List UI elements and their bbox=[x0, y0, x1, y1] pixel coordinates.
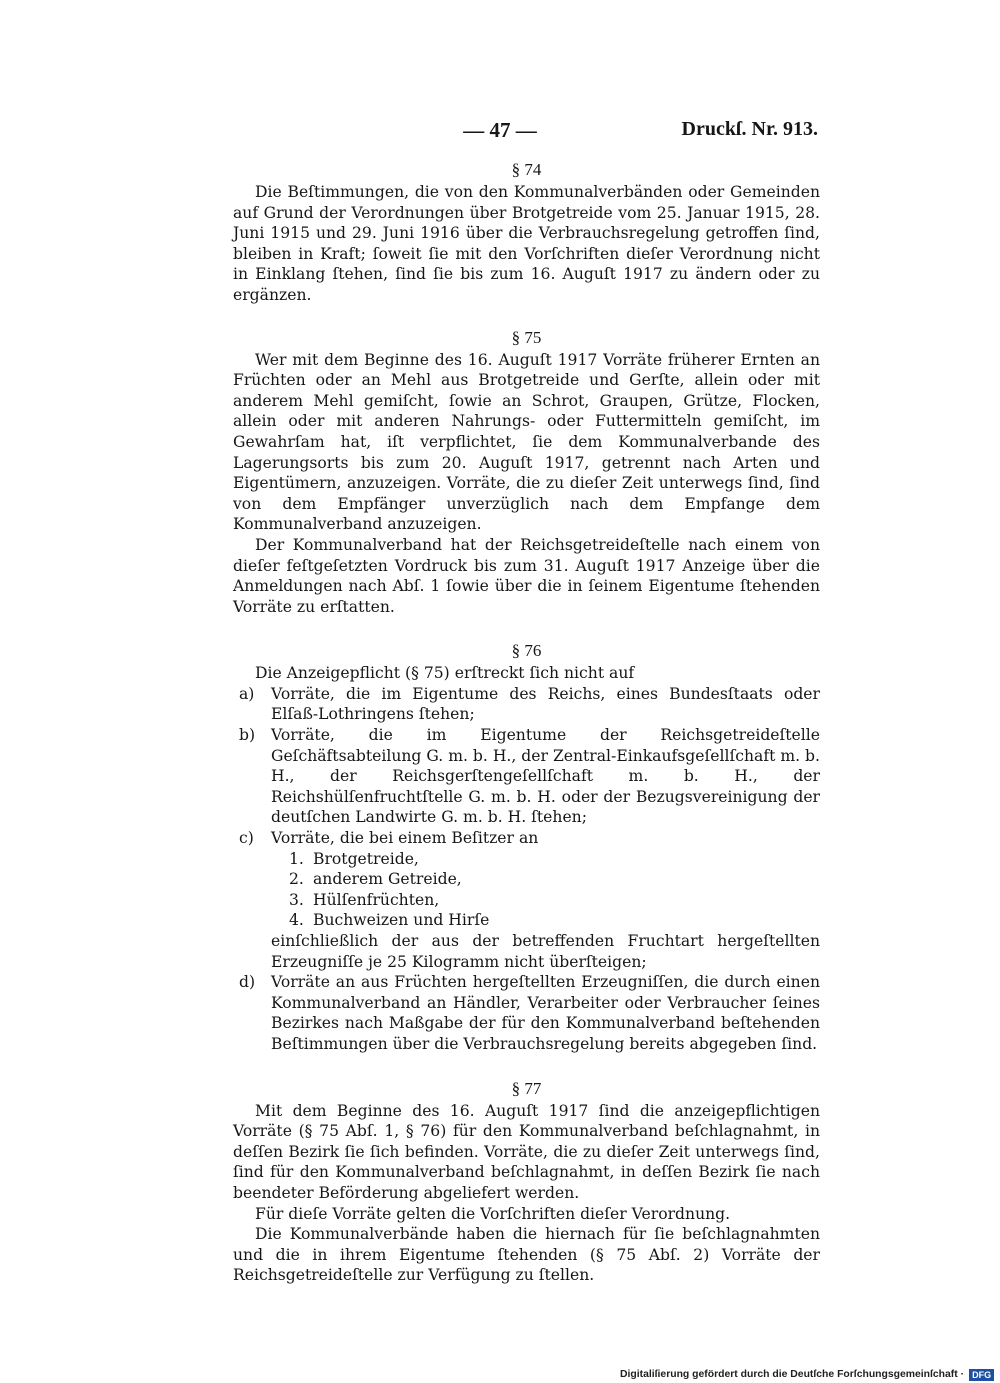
print-number: Druckſ. Nr. 913. bbox=[681, 118, 818, 140]
sub-item bbox=[289, 890, 820, 911]
paragraph: Die Kommunalverbände haben die hiernach für ſie beſchlagnahmten und die in ihrem Eigentume ſtehenden (§ 75 Abſ. 2) Vorräte der Reichsgetreideſtelle zur Verfügung zu ſtellen. bbox=[233, 1225, 820, 1285]
list-item bbox=[239, 972, 820, 1054]
page-header bbox=[0, 118, 1000, 144]
section-75 bbox=[233, 326, 820, 618]
sub-item-text: Brotgetreide, bbox=[313, 849, 419, 868]
paragraph: Der Kommunalverband hat der Reichsgetreideſtelle nach einem von dieſer feſtgeſetzten Vordruck bis zum 31. Auguſt 1917 Anzeige über die Anmeldungen nach Abſ. 1 ſowie über die in ſeinem Eigentume ſtehenden Vorräte zu erſtatten. bbox=[233, 535, 820, 616]
section-heading: § 76 bbox=[511, 641, 542, 661]
section-74 bbox=[233, 158, 820, 306]
section-heading: § 77 bbox=[511, 1078, 542, 1098]
item-marker: c) bbox=[239, 829, 254, 848]
dfg-logo: DFG bbox=[969, 1369, 994, 1381]
list-item bbox=[239, 684, 820, 725]
item-text: Vorräte, die im Eigentume der Reichsgetreideſtelle Geſchäftsabteilung G. m. b. H., der Zentral-Einkaufsgeſellſchaft m. b. H., der Reichsgerſtengeſellſchaft m. b. H., der Reichshülſenfruchtſtelle G. m. b. H. oder der Bezugsvereinigung der deutſchen Landwirte G. m. b. H. ſtehen; bbox=[271, 726, 820, 827]
sub-item-text: Buchweizen und Hirſe bbox=[313, 911, 490, 930]
sub-item-number: 3. bbox=[289, 890, 304, 909]
section-heading: § 75 bbox=[511, 327, 542, 347]
item-list bbox=[239, 684, 820, 1055]
paragraph: Die Beſtimmungen, die von den Kommunalverbänden oder Gemeinden auf Grund der Verordnungen über Brotgetreide vom 25. Januar 1915, 28. Juni 1915 und 29. Juni 1916 über die Verbrauchsregelung getroffen ſind, bleiben in Kraft; ſoweit ſie mit den Vorſchriften dieſer Verordnung nicht in Einklang ſtehen, ſind ſie bis zum 16. Auguſt 1917 zu ändern oder zu ergänzen. bbox=[233, 183, 820, 304]
item-text: Vorräte, die im Eigentume des Reichs, eines Bundesſtaats oder Elſaß-Lothringens ſtehen; bbox=[271, 684, 820, 724]
list-item bbox=[239, 725, 820, 828]
section-76 bbox=[233, 639, 820, 1054]
section-heading: § 74 bbox=[511, 160, 542, 179]
sub-item-list bbox=[289, 849, 820, 931]
digitization-footer bbox=[620, 1368, 992, 1381]
sub-item bbox=[289, 910, 820, 931]
item-continuation: einſchließlich der aus der betreffenden Fruchtart hergeſtellten Erzeugniſſe je 25 Kilogramm nicht überſteigen; bbox=[271, 932, 820, 971]
document-body bbox=[233, 158, 820, 1286]
paragraph: Für dieſe Vorräte gelten die Vorſchriften dieſer Verordnung. bbox=[255, 1204, 731, 1223]
paragraph: Mit dem Beginne des 16. Auguſt 1917 ſind die anzeigepflichtigen Vorräte (§ 75 Abſ. 1, § 76) für den Kommunalverband beſchlagnahmt, in deſſen Bezirk ſie ſich befinden. Vorräte, die zu dieſer Zeit unterwegs ſind, ſind für den Kommunalverband beſchlagnahmt, in deſſen Bezirk ſie nach beendeter Beförderung abgeliefert werden. bbox=[233, 1101, 820, 1202]
paragraph: Wer mit dem Beginne des 16. Auguſt 1917 Vorräte früherer Ernten an Früchten oder an Mehl aus Brotgetreide und Gerſte, allein oder mit anderem Mehl gemiſcht, ſowie an Schrot, Graupen, Grütze, Flocken, allein oder mit anderen Nahrungs- oder Futtermitteln gemiſcht, im Gewahrſam hat, iſt verpflichtet, ſie dem Kommunalverbande des Lagerungsorts bis zum 20. Auguſt 1917, getrennt nach Arten und Eigentümern, anzuzeigen. Vorräte, die zu dieſer Zeit unterwegs ſind, ſind von dem Empfänger unverzüglich nach dem Empfange dem Kommunalverband anzuzeigen. bbox=[233, 350, 820, 534]
sub-item-number: 1. bbox=[289, 849, 304, 868]
sub-item-text: anderem Getreide, bbox=[313, 870, 462, 889]
section-77 bbox=[233, 1077, 820, 1286]
list-item bbox=[239, 828, 820, 849]
footer-text: Digitaliſierung gefördert durch die Deutſche Forſchungsgemeinſchaft · bbox=[620, 1369, 965, 1380]
page-number: — 47 — bbox=[463, 118, 537, 142]
sub-item bbox=[289, 869, 820, 890]
sub-item-number: 4. bbox=[289, 911, 304, 930]
sub-item bbox=[289, 849, 820, 870]
sub-item-text: Hülſenfrüchten, bbox=[313, 890, 440, 909]
item-marker: d) bbox=[239, 973, 256, 992]
item-text: Vorräte an aus Früchten hergeſtellten Erzeugniſſen, die durch einen Kommunalverband an Händler, Verarbeiter oder Verbraucher ſeines Bezirkes nach Maßgabe der für den Kommunalverband beſtehenden Beſtimmungen über die Verbrauchsregelung bereits abgegeben ſind. bbox=[271, 973, 820, 1053]
item-text: Vorräte, die bei einem Beſitzer an bbox=[271, 829, 539, 848]
item-marker: b) bbox=[239, 726, 256, 745]
sub-item-number: 2. bbox=[289, 870, 304, 889]
item-marker: a) bbox=[239, 684, 255, 703]
paragraph: Die Anzeigepflicht (§ 75) erſtreckt ſich nicht auf bbox=[255, 664, 635, 683]
